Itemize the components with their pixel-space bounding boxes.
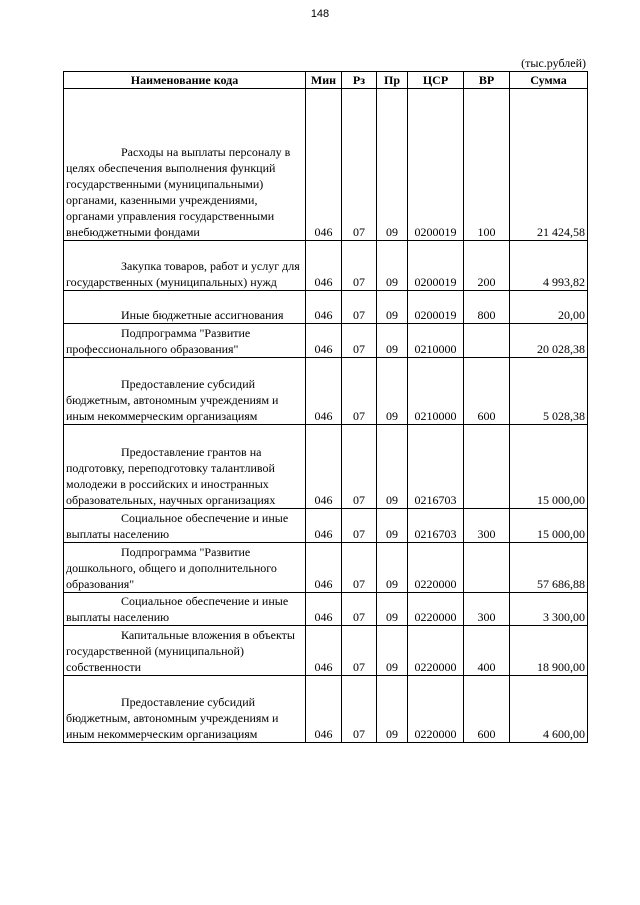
row-pr: 09 xyxy=(377,626,408,676)
row-vr: 300 xyxy=(464,509,510,543)
row-vr xyxy=(464,543,510,593)
row-name: Социальное обеспечение и иные выплаты населению xyxy=(64,509,306,543)
row-sum: 4 600,00 xyxy=(510,676,588,743)
row-pr: 09 xyxy=(377,291,408,324)
row-csr: 0210000 xyxy=(408,324,464,358)
table-row xyxy=(64,425,588,509)
row-pr: 09 xyxy=(377,593,408,626)
row-vr: 800 xyxy=(464,291,510,324)
row-csr: 0220000 xyxy=(408,676,464,743)
row-sum: 20 028,38 xyxy=(510,324,588,358)
row-vr: 200 xyxy=(464,241,510,291)
row-sum: 18 900,00 xyxy=(510,626,588,676)
row-rz: 07 xyxy=(342,676,377,743)
table-row xyxy=(64,89,588,241)
table-row xyxy=(64,291,588,324)
row-vr xyxy=(464,425,510,509)
table-row xyxy=(64,593,588,626)
row-csr: 0200019 xyxy=(408,291,464,324)
row-name: Предоставление грантов на подготовку, переподготовку талантливой молодежи в российских и иностранных образовательных, научных организациях xyxy=(64,425,306,509)
row-min: 046 xyxy=(306,89,342,241)
row-csr: 0220000 xyxy=(408,593,464,626)
row-sum: 4 993,82 xyxy=(510,241,588,291)
row-rz: 07 xyxy=(342,543,377,593)
row-pr: 09 xyxy=(377,241,408,291)
row-name: Расходы на выплаты персоналу в целях обеспечения выполнения функций государственными (муниципальными) органами, казенными учреждениями, органами управления государственными внебюджетными фондами xyxy=(64,89,306,241)
table-row xyxy=(64,241,588,291)
row-pr: 09 xyxy=(377,89,408,241)
header-sum: Сумма xyxy=(510,72,588,89)
row-sum: 20,00 xyxy=(510,291,588,324)
row-min: 046 xyxy=(306,676,342,743)
row-name: Предоставление субсидий бюджетным, автономным учреждениям и иным некоммерческим организациям xyxy=(64,676,306,743)
row-pr: 09 xyxy=(377,543,408,593)
row-sum: 15 000,00 xyxy=(510,509,588,543)
row-name: Иные бюджетные ассигнования xyxy=(64,291,306,324)
row-sum: 57 686,88 xyxy=(510,543,588,593)
row-min: 046 xyxy=(306,241,342,291)
header-rz: Рз xyxy=(342,72,377,89)
row-name: Закупка товаров, работ и услуг для государственных (муниципальных) нужд xyxy=(64,241,306,291)
page-number: 148 xyxy=(310,8,330,20)
row-vr: 600 xyxy=(464,676,510,743)
row-csr: 0200019 xyxy=(408,241,464,291)
row-rz: 07 xyxy=(342,241,377,291)
header-min: Мин xyxy=(306,72,342,89)
table-header-row xyxy=(64,72,588,89)
units-label: (тыс.рублей) xyxy=(521,56,586,70)
row-min: 046 xyxy=(306,509,342,543)
row-vr: 100 xyxy=(464,89,510,241)
row-rz: 07 xyxy=(342,593,377,626)
table-row xyxy=(64,676,588,743)
row-sum: 21 424,58 xyxy=(510,89,588,241)
row-min: 046 xyxy=(306,358,342,425)
row-csr: 0200019 xyxy=(408,89,464,241)
header-pr: Пр xyxy=(377,72,408,89)
row-min: 046 xyxy=(306,543,342,593)
row-min: 046 xyxy=(306,324,342,358)
row-vr: 300 xyxy=(464,593,510,626)
row-rz: 07 xyxy=(342,425,377,509)
row-csr: 0210000 xyxy=(408,358,464,425)
budget-table xyxy=(63,71,588,743)
row-vr: 400 xyxy=(464,626,510,676)
table-row xyxy=(64,324,588,358)
row-name: Подпрограмма "Развитие профессионального образования" xyxy=(64,324,306,358)
row-name: Подпрограмма "Развитие дошкольного, общего и дополнительного образования" xyxy=(64,543,306,593)
row-rz: 07 xyxy=(342,324,377,358)
table-row xyxy=(64,543,588,593)
row-sum: 3 300,00 xyxy=(510,593,588,626)
row-name: Капитальные вложения в объекты государственной (муниципальной) собственности xyxy=(64,626,306,676)
table-row xyxy=(64,358,588,425)
header-vr: ВР xyxy=(464,72,510,89)
row-pr: 09 xyxy=(377,324,408,358)
row-pr: 09 xyxy=(377,425,408,509)
row-csr: 0220000 xyxy=(408,626,464,676)
table-row xyxy=(64,509,588,543)
row-rz: 07 xyxy=(342,89,377,241)
row-pr: 09 xyxy=(377,509,408,543)
row-sum: 5 028,38 xyxy=(510,358,588,425)
row-min: 046 xyxy=(306,593,342,626)
row-sum: 15 000,00 xyxy=(510,425,588,509)
row-csr: 0216703 xyxy=(408,425,464,509)
row-rz: 07 xyxy=(342,626,377,676)
row-pr: 09 xyxy=(377,676,408,743)
table-row xyxy=(64,626,588,676)
row-csr: 0216703 xyxy=(408,509,464,543)
row-pr: 09 xyxy=(377,358,408,425)
header-csr: ЦСР xyxy=(408,72,464,89)
header-name: Наименование кода xyxy=(64,72,306,89)
row-csr: 0220000 xyxy=(408,543,464,593)
row-vr: 600 xyxy=(464,358,510,425)
row-vr xyxy=(464,324,510,358)
row-rz: 07 xyxy=(342,358,377,425)
row-min: 046 xyxy=(306,425,342,509)
row-rz: 07 xyxy=(342,291,377,324)
row-min: 046 xyxy=(306,291,342,324)
row-rz: 07 xyxy=(342,509,377,543)
row-name: Социальное обеспечение и иные выплаты населению xyxy=(64,593,306,626)
row-name: Предоставление субсидий бюджетным, автономным учреждениям и иным некоммерческим организациям xyxy=(64,358,306,425)
row-min: 046 xyxy=(306,626,342,676)
